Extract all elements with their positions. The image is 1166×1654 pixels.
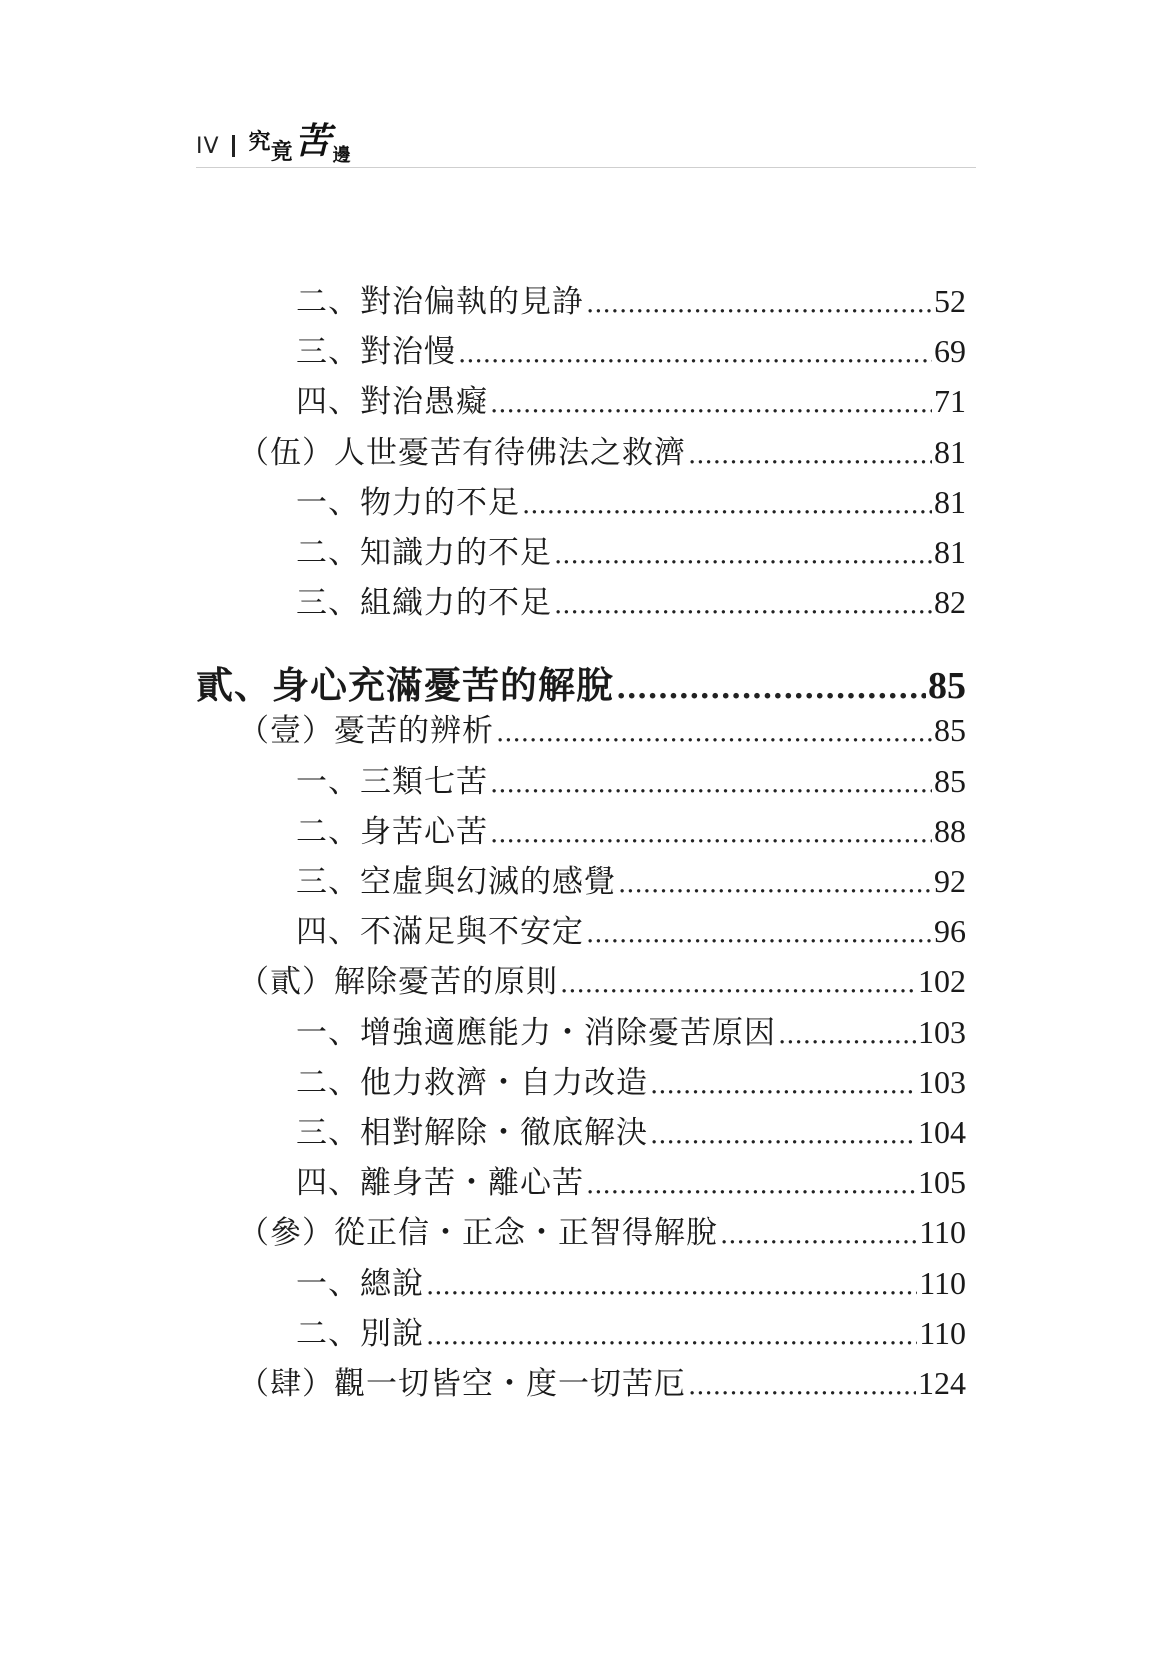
toc-subsection-entry[interactable] bbox=[296, 276, 966, 321]
toc-subsection-entry[interactable] bbox=[296, 527, 966, 572]
toc-subsection-entry[interactable] bbox=[296, 577, 966, 622]
toc-leader-dots bbox=[426, 1271, 917, 1301]
toc-subsection-entry[interactable] bbox=[296, 1308, 966, 1353]
toc-entry-title: （參）從正信・正念・正智得解脫 bbox=[238, 1215, 718, 1252]
toc-page-number: 103 bbox=[918, 1063, 966, 1100]
toc-leader-dots bbox=[586, 289, 932, 319]
book-title-char: 究 bbox=[248, 129, 271, 155]
book-title-char: 苦 bbox=[294, 120, 331, 162]
toc-entry-title: 一、三類七苦 bbox=[296, 763, 488, 800]
toc-entry-title: 二、別說 bbox=[296, 1315, 424, 1352]
toc-entry-title: （壹）憂苦的辨析 bbox=[238, 713, 494, 750]
toc-leader-dots bbox=[554, 590, 932, 620]
toc-subsection-entry[interactable] bbox=[296, 906, 966, 951]
toc-entry-title: 四、不滿足與不安定 bbox=[296, 914, 584, 951]
toc-page-number: 69 bbox=[934, 333, 966, 370]
toc-subsection-entry[interactable] bbox=[296, 756, 966, 801]
toc-subsection-entry[interactable] bbox=[296, 856, 966, 901]
toc-leader-dots bbox=[458, 339, 932, 369]
toc-entry-title: 四、對治愚癡 bbox=[296, 384, 488, 421]
toc-leader-dots bbox=[496, 718, 932, 748]
toc-page-number: 102 bbox=[918, 963, 966, 1000]
toc-section-entry[interactable] bbox=[238, 427, 966, 472]
toc-entry-title: 二、知識力的不足 bbox=[296, 535, 552, 571]
toc-leader-dots bbox=[688, 440, 932, 470]
toc-leader-dots bbox=[490, 769, 932, 799]
toc-page-number: 124 bbox=[918, 1365, 966, 1401]
toc-page-number: 85 bbox=[934, 762, 966, 799]
toc-leader-dots bbox=[586, 1170, 916, 1200]
toc-leader-dots bbox=[586, 919, 932, 949]
toc-section-entry[interactable] bbox=[238, 956, 966, 1001]
toc-leader-dots bbox=[650, 1120, 916, 1150]
toc-leader-dots bbox=[554, 540, 932, 570]
book-title bbox=[248, 120, 351, 166]
toc-page-number: 96 bbox=[934, 913, 966, 950]
toc-entry-title: 三、空虛與幻滅的感覺 bbox=[296, 864, 616, 900]
toc-page-number: 110 bbox=[919, 1214, 966, 1251]
toc-subsection-entry[interactable] bbox=[296, 376, 966, 421]
toc-subsection-entry[interactable] bbox=[296, 326, 966, 371]
toc-section-entry[interactable] bbox=[238, 1207, 966, 1252]
toc-entry-title: （貳）解除憂苦的原則 bbox=[238, 964, 558, 1001]
toc-leader-dots bbox=[688, 1371, 916, 1401]
toc-leader-dots bbox=[650, 1070, 916, 1100]
toc-leader-dots bbox=[720, 1220, 917, 1250]
toc-page-number: 85 bbox=[928, 665, 966, 708]
toc-entry-title: （伍）人世憂苦有待佛法之救濟 bbox=[238, 434, 686, 471]
toc-section-entry[interactable] bbox=[238, 705, 966, 750]
toc-entry-title: 二、他力救濟・自力改造 bbox=[296, 1064, 648, 1101]
toc-subsection-entry[interactable] bbox=[296, 1157, 966, 1202]
toc-page-number: 52 bbox=[934, 283, 966, 319]
toc-subsection-entry[interactable] bbox=[296, 1007, 966, 1052]
toc-subsection-entry[interactable] bbox=[296, 1107, 966, 1152]
toc-entry-title: 二、對治偏執的見諍 bbox=[296, 284, 584, 320]
toc-page-number: 110 bbox=[919, 1314, 966, 1351]
toc-leader-dots bbox=[490, 819, 932, 849]
page-number: IV bbox=[196, 134, 220, 159]
toc-entry-title: 一、物力的不足 bbox=[296, 484, 520, 521]
toc-leader-dots bbox=[490, 389, 932, 419]
toc-page-number: 104 bbox=[918, 1114, 966, 1150]
header-separator bbox=[232, 135, 235, 157]
toc-entry-title: 貳、身心充滿憂苦的解脫 bbox=[196, 663, 614, 708]
toc-page-number: 103 bbox=[918, 1013, 966, 1050]
toc-leader-dots bbox=[522, 490, 932, 520]
toc-page-number: 82 bbox=[934, 584, 966, 621]
toc-entry-title: 三、相對解除・徹底解決 bbox=[296, 1115, 648, 1151]
toc-leader-dots bbox=[778, 1020, 916, 1050]
toc-page-number: 88 bbox=[934, 812, 966, 849]
toc-leader-dots bbox=[426, 1321, 917, 1351]
toc-entry-title: 一、總說 bbox=[296, 1265, 424, 1302]
toc-entry-title: （肆）觀一切皆空・度一切苦厄 bbox=[238, 1366, 686, 1402]
toc-page-number: 71 bbox=[934, 383, 966, 420]
book-title-char: 邊 bbox=[332, 145, 351, 166]
running-header bbox=[196, 118, 976, 168]
book-title-char: 竟 bbox=[270, 139, 293, 165]
toc-entry-title: 三、對治慢 bbox=[296, 334, 456, 371]
toc-subsection-entry[interactable] bbox=[296, 1258, 966, 1303]
toc-section-entry[interactable] bbox=[238, 1358, 966, 1403]
toc-entry-title: 一、增強適應能力・消除憂苦原因 bbox=[296, 1014, 776, 1051]
toc-page-number: 81 bbox=[934, 433, 966, 470]
toc-page-number: 81 bbox=[934, 534, 966, 570]
toc-chapter-entry[interactable] bbox=[196, 655, 966, 709]
toc-entry-title: 四、離身苦・離心苦 bbox=[296, 1165, 584, 1202]
toc-leader-dots bbox=[616, 671, 926, 706]
toc-entry-title: 三、組織力的不足 bbox=[296, 585, 552, 622]
toc-page-number: 105 bbox=[918, 1164, 966, 1201]
toc-page-number: 81 bbox=[934, 483, 966, 520]
toc-entry-title: 二、身苦心苦 bbox=[296, 813, 488, 850]
toc-subsection-entry[interactable] bbox=[296, 1057, 966, 1102]
toc-subsection-entry[interactable] bbox=[296, 806, 966, 851]
toc-leader-dots bbox=[618, 869, 932, 899]
toc-page-number: 85 bbox=[934, 712, 966, 749]
toc-subsection-entry[interactable] bbox=[296, 477, 966, 522]
toc-page-number: 92 bbox=[934, 863, 966, 899]
toc-leader-dots bbox=[560, 969, 916, 999]
toc-page-number: 110 bbox=[919, 1264, 966, 1301]
